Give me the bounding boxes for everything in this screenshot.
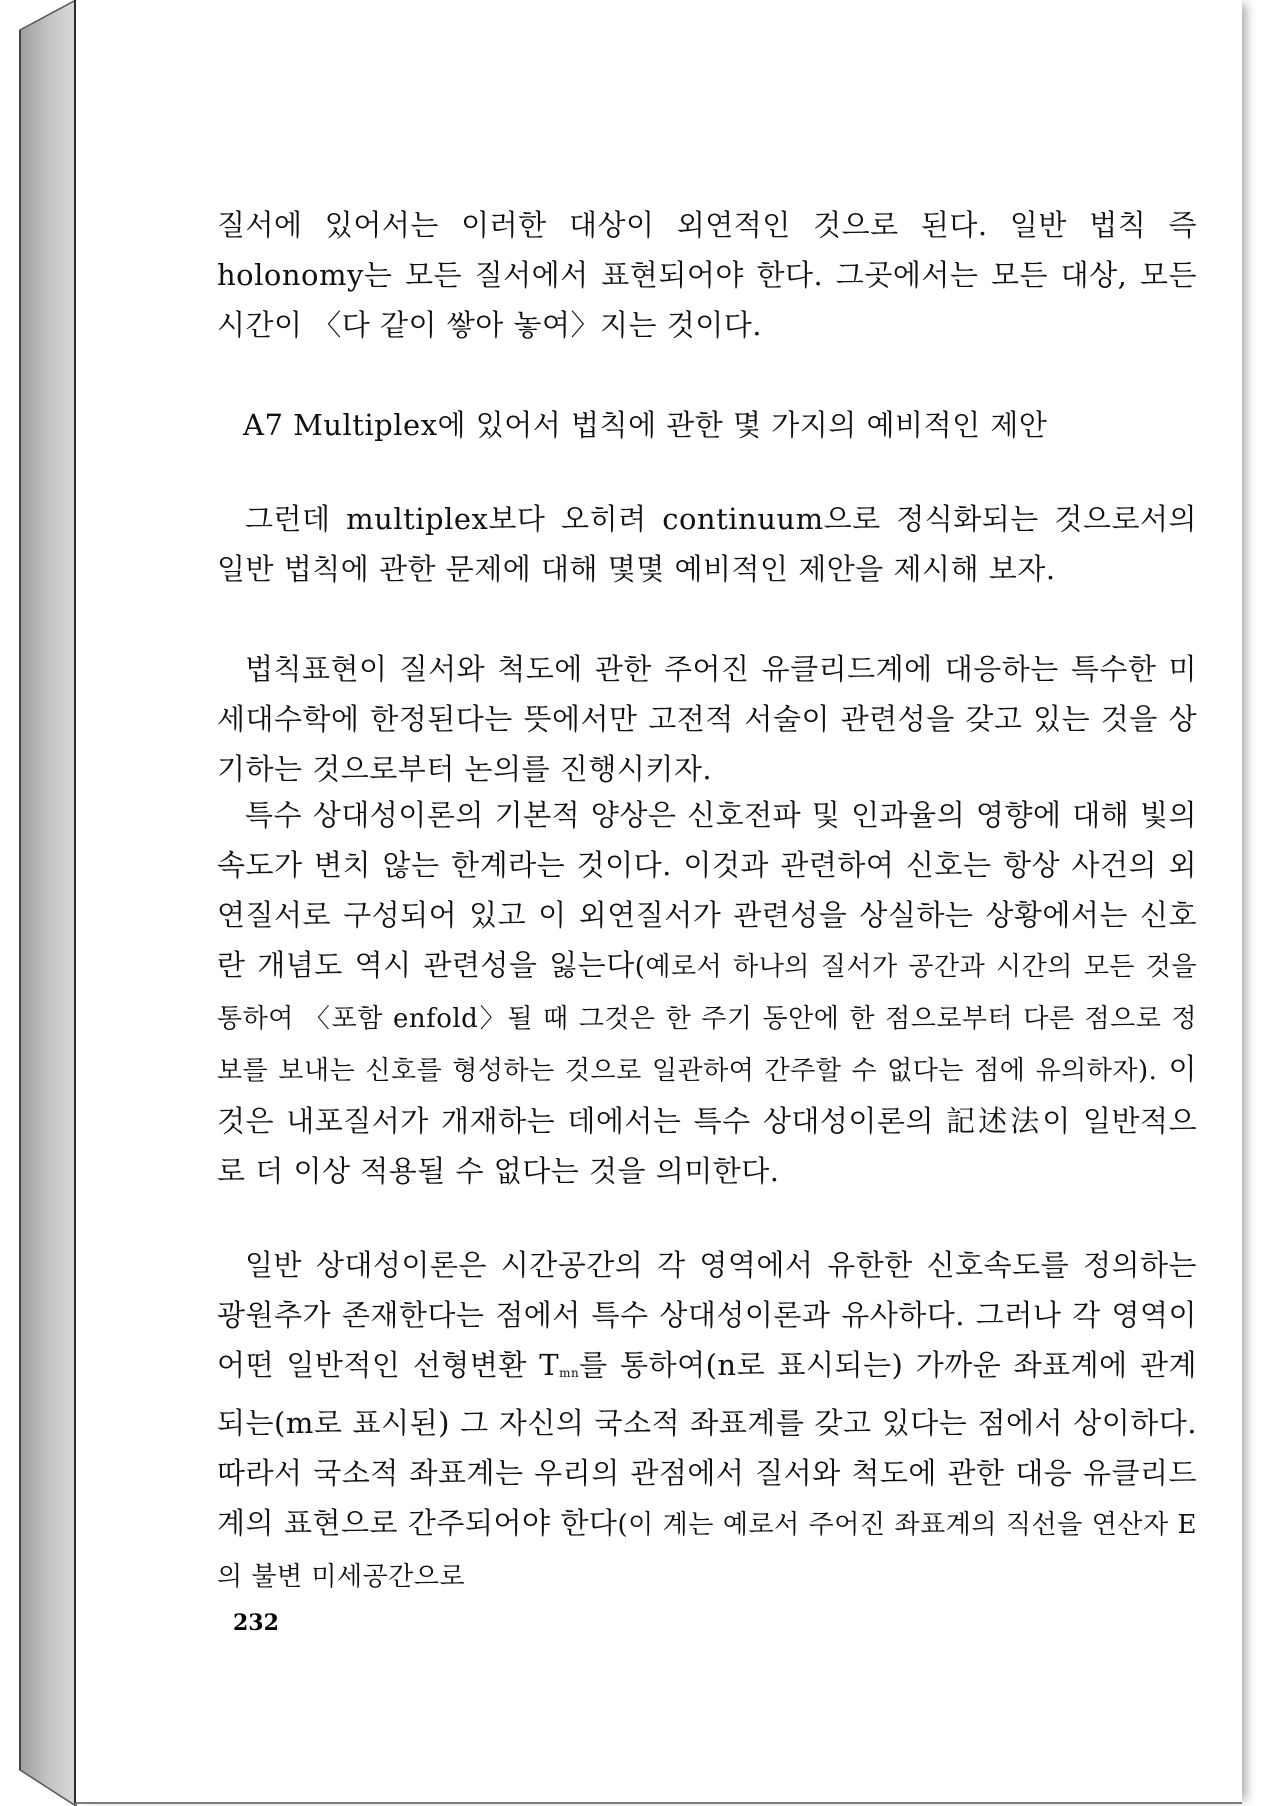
paragraph-4 [217,790,1197,1196]
paragraph-5 [217,1240,1197,1602]
paragraph-2: 그런데 multiplex보다 오히려 continuum으로 정식화되는 것으로서의 일반 법칙에 관한 문제에 대해 몇몇 예비적인 제안을 제시해 보자. [217,502,1197,586]
paragraph-5-continued: 를 통하여(n로 표시되는) 가까운 좌표계에 관계되는(m로 표시된) 그 자신의 국소적 좌표계를 갖고 있다는 점에서 상이하다. 따라서 국소적 좌표계는 우리의 관점에서 질서와 척도에 관한 대응 유클리드계의 표현으로 간주되어야 한다 [217,1348,1198,1540]
paragraph-4-conclusion: 이것은 내포질서가 개재하는 데에서는 특수 상대성이론의 記述法이 일반적으로 더 이상 적용될 수 없다는 것을 의미한다. [217,1052,1197,1188]
paragraph-5-text: 일반 상대성이론은 시간공간의 각 영역에서 유한한 신호속도를 정의하는 광원추가 존재한다는 점에서 특수 상대성이론과 유사하다. 그러나 각 영역이 어떤 일반적인 선형변환 T [217,1248,1197,1382]
paragraph-4-aside: (예로서 하나의 질서가 공간과 시간의 모든 것을 통하여 〈포함 enfold〉될 때 그것은 한 주기 동안에 한 점으로부터 다른 점으로 정보를 보내는 신호를 형성하는 것으로 일관하여 간주할 수 없다는 점에 유의하자). [217,952,1198,1086]
paragraph-5-aside: (이 계는 예로서 주어진 좌표계의 직선을 연산자 E의 불변 미세공간으로 [217,1510,1197,1592]
book-page [74,0,1242,1804]
page-number: 232 [233,1610,279,1636]
book-spine [0,0,80,1806]
paragraph-3: 법칙표현이 질서와 척도에 관한 주어진 유클리드계에 대응하는 특수한 미세대수학에 한정된다는 뜻에서만 고전적 서술이 관련성을 갖고 있는 것을 상기하는 것으로부터 논의를 진행시키자. [217,652,1197,786]
subscript-mn: mn [559,1366,580,1380]
paragraph-4-text: 특수 상대성이론의 기본적 양상은 신호전파 및 인과율의 영향에 대해 빛의 속도가 변치 않는 한계라는 것이다. 이것과 관련하여 신호는 항상 사건의 외연질서로 구성되어 있고 이 외연질서가 관련성을 상실하는 상황에서는 신호란 개념도 역시 관련성을 잃는다 [217,798,1197,982]
section-heading: A7 Multiplex에 있어서 법칙에 관한 몇 가지의 예비적인 제안 [243,408,1048,442]
paragraph-1: 질서에 있어서는 이러한 대상이 외연적인 것으로 된다. 일반 법칙 즉 holonomy는 모든 질서에서 표현되어야 한다. 그곳에서는 모든 대상, 모든 시간이 〈다 같이 쌓아 놓여〉지는 것이다. [217,208,1197,342]
